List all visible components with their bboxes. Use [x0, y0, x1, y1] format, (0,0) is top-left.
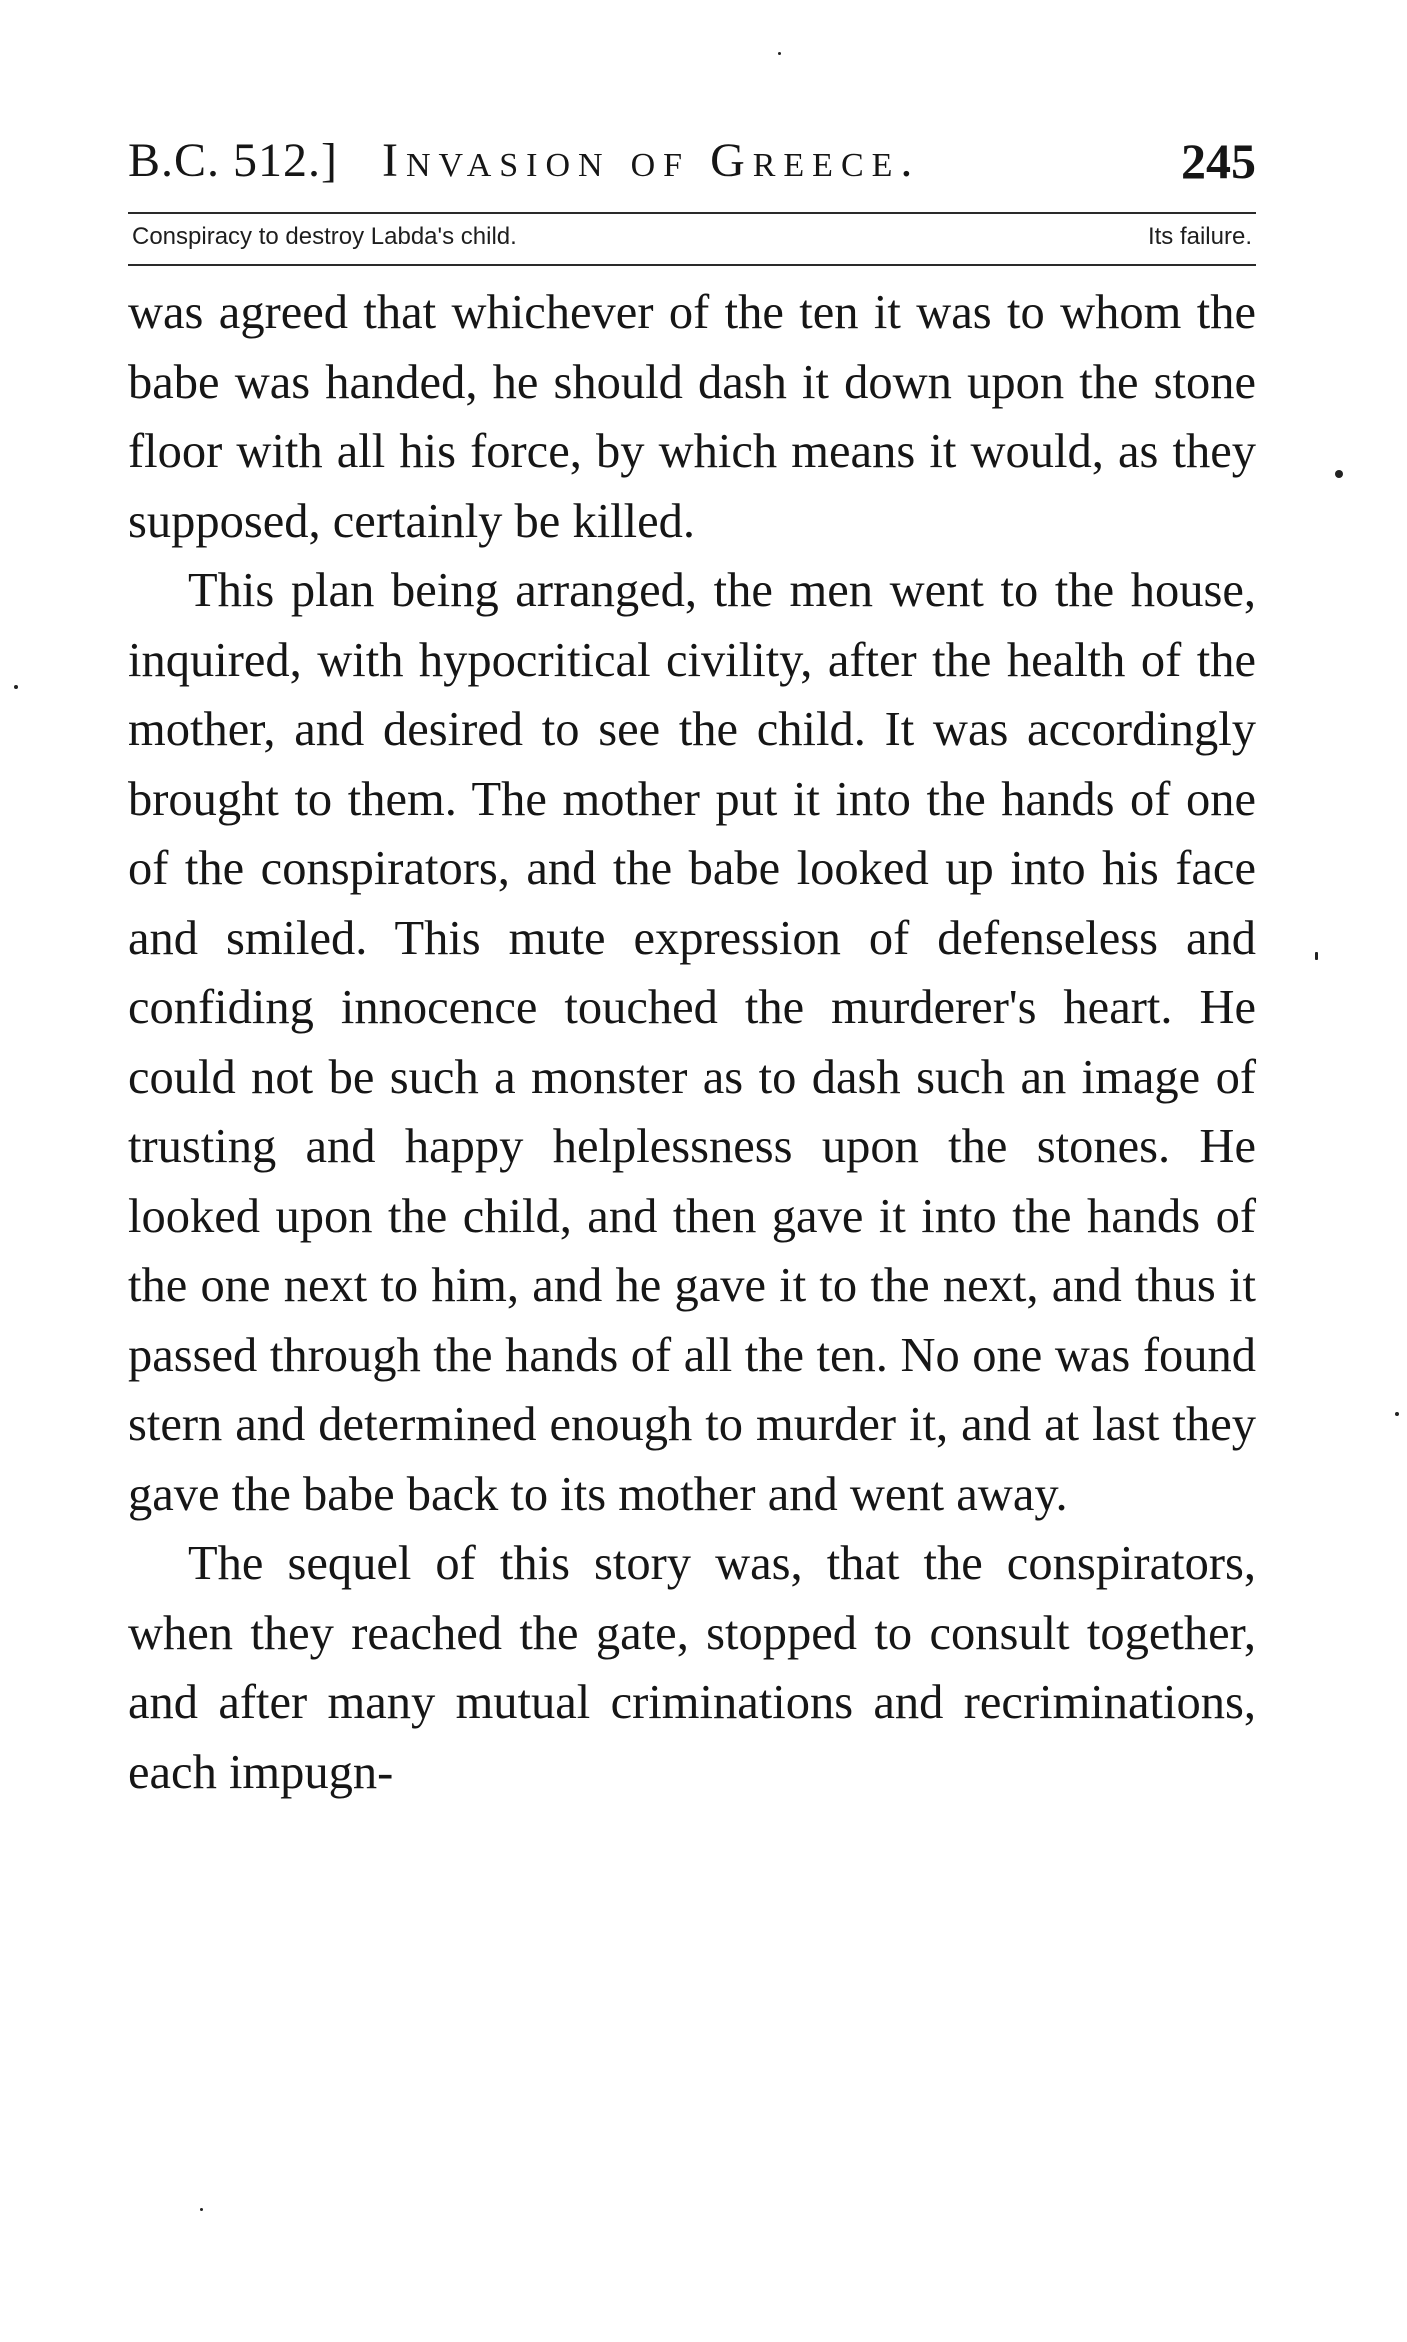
scan-speck — [1335, 470, 1343, 478]
scan-speck — [778, 52, 781, 55]
header-title: Invasion of Greece. — [382, 134, 921, 187]
scan-speck — [14, 685, 18, 689]
subhead-left: Conspiracy to destroy Labda's child. — [132, 223, 517, 250]
page-number: 245 — [1181, 133, 1256, 189]
subhead — [128, 214, 1256, 260]
header-rule-bottom — [128, 264, 1256, 266]
body-text — [128, 278, 1256, 1807]
scan-speck — [1395, 1412, 1399, 1416]
paragraph: The sequel of this story was, that the conspirators, when they reached the gate, stopped to consult together, and after many mutual criminations and recriminations, each impugn- — [128, 1537, 1256, 1799]
running-head — [128, 128, 1256, 194]
scan-speck — [200, 2208, 203, 2211]
paragraph: This plan being arranged, the men went to the house, inquired, with hypocritical civility, after the health of the mother, and desired to see the child. It was accordingly brought to them. The mother put it into the hands of one of the conspirators, and the babe looked up into his face and smiled. This mute expression of defenseless and confiding innocence touched the murderer's heart. He could not be such a monster as to dash such an image of trusting and happy helplessness upon the stones. He looked upon the child, and then gave it into the hands of the one next to him, and he gave it to the next, and thus it passed through the hands of all the ten. No one was found stern and determined enough to murder it, and at last they gave the babe back to its mother and went away. — [128, 564, 1256, 1521]
scan-speck — [1315, 952, 1318, 960]
paragraph: was agreed that whichever of the ten it was to whom the babe was handed, he should dash it down upon the stone floor with all his force, by which means it would, as they supposed, certainly be killed. — [128, 286, 1256, 548]
book-page — [128, 128, 1256, 1807]
subhead-right: Its failure. — [1147, 223, 1252, 250]
header-date: B.C. 512.] — [128, 134, 339, 187]
